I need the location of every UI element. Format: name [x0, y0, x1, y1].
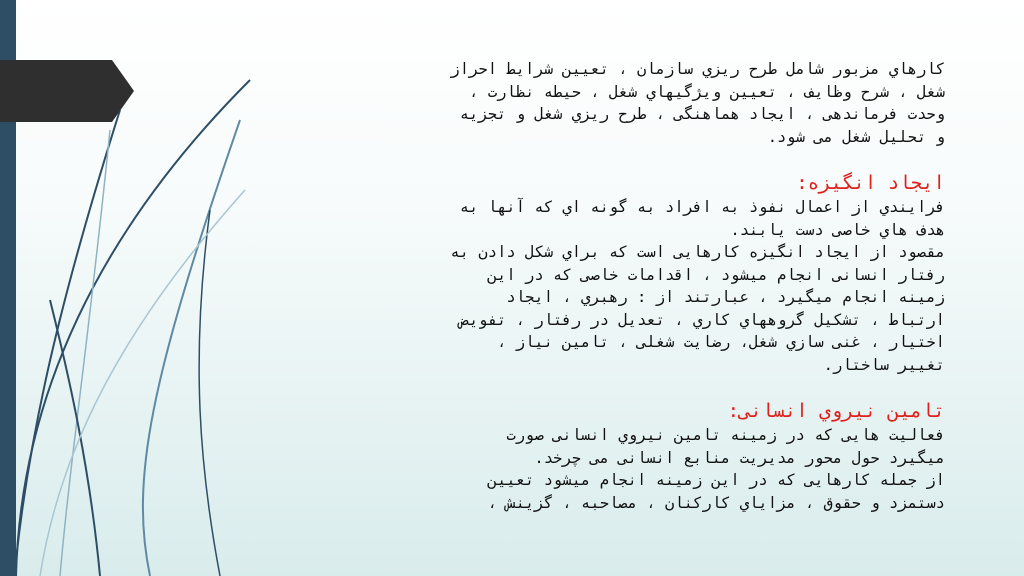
paragraph-motivation-definition: فرايندي از اعمال نفوذ به افراد به گونه اي كه آنها به هدف هاي خاصی دست يابند.: [459, 198, 945, 239]
curve-line: [60, 130, 110, 576]
heading-staffing: تامين نيروي انسانی:: [727, 400, 945, 422]
paragraph-organizing: کارهاي مزبور شامل طرح ريزي سازمان ، تعيين شرايط احراز شغل ، شرح وظايف ، تعيين ويژگيهاي شغل ، حيطه نظارت ، وحدت فرماندهی ، ايجاد هماهنگی ، طرح ريزي شغل و تجزيه و تحليل شغل می شود.: [450, 60, 945, 146]
heading-motivation: ايجاد انگيزه:: [796, 172, 945, 194]
curve-line: [143, 120, 240, 576]
title-arrow-shape: [0, 60, 134, 122]
slide-content: [255, 58, 945, 576]
curve-line: [16, 80, 250, 576]
paragraph-staffing-definition: فعاليت هايی كه در زمينه تامين نيروي انسانی صورت ميگيرد حول محور مديريت منابع انسانی می چرخد.: [506, 426, 945, 467]
curve-line: [199, 210, 220, 576]
paragraph-staffing-details: از جمله كارهايی كه در اين زمينه انجام ميشود تعيين دستمزد و حقوق ، مزاياي كاركنان ، مصاحبه ، گزينش ،: [487, 471, 945, 512]
paragraph-motivation-details: مقصود از ايجاد انگيزه كارهايی است كه براي شكل دادن به رفتار انسانی انجام ميشود ، اقدامات خاصی كه در اين زمينه انجام ميگيرد ، عبارتند از : رهبري ، ايجاد ارتباط ، تشكيل گروههاي كاري ، تعديل در رفتار ، تفويض اختيار ، غنی سازي شغل، رضايت شغلی ، تامين نياز ، تغيير ساختار.: [450, 243, 945, 374]
